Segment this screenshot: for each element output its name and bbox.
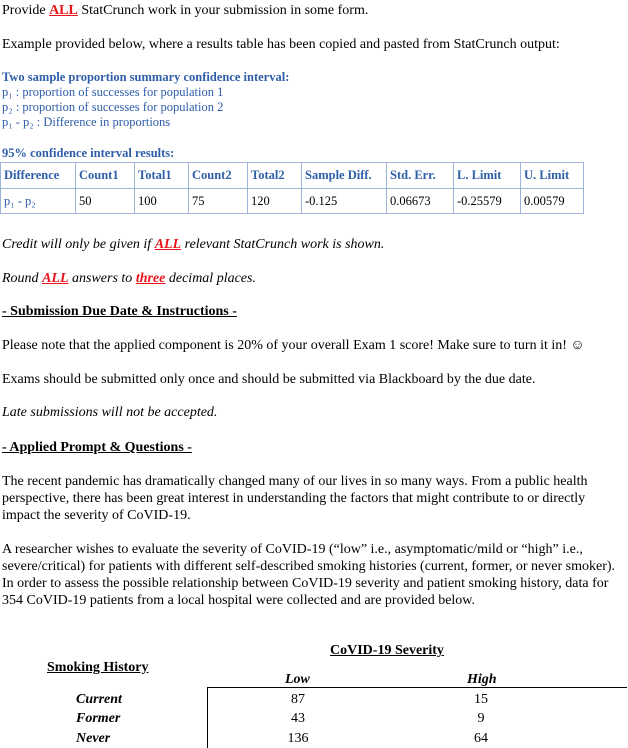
results-title: 95% confidence interval results: — [2, 146, 175, 160]
statcrunch-def2: p₂ : proportion of successes for population 2 — [2, 100, 224, 114]
table-cell: 0.06673 — [387, 189, 454, 214]
table-header: Total2 — [248, 163, 302, 189]
cell-former-high: 9 — [477, 711, 485, 726]
cell-never-high: 64 — [474, 731, 488, 746]
table-cell: 50 — [76, 189, 135, 214]
intro-text: Provide — [2, 3, 50, 18]
statcrunch-results-table — [0, 162, 584, 214]
prompt-paragraph-2: A researcher wishes to evaluate the severity of CoVID-19 (“low” i.e., asymptomatic/mild or “high” i.e., severe/critical) for patients with different self-described smoking histories (current, former, or never smoker). In order to assess the possible relationship between CoVID-19 severity and patient smoking history, data for 354 CoVID-19 patients from a local hospital were collected and are provided below. — [2, 542, 616, 608]
table-cell: -0.25579 — [454, 189, 521, 214]
table-header: Count1 — [76, 163, 135, 189]
table-cell: 100 — [135, 189, 189, 214]
row-label-never: Never — [76, 731, 111, 746]
all-emphasis: ALL — [49, 3, 78, 18]
table-header: U. Limit — [521, 163, 584, 189]
table-row — [1, 189, 584, 214]
table-cell: p₁ - p₂ — [1, 189, 76, 214]
all-emphasis: ALL — [42, 271, 69, 286]
intro-text-rest: StatCrunch work in your submission in some form. — [77, 3, 369, 18]
submission-once: Exams should be submitted only once and should be submitted via Blackboard by the due date. — [2, 372, 536, 387]
table-header: Sample Diff. — [302, 163, 387, 189]
example-text: Example provided below, where a results table has been copied and pasted from StatCrunch output: — [2, 37, 560, 52]
intro-line — [2, 2, 368, 19]
cell-current-low: 87 — [291, 692, 305, 707]
statcrunch-def1: p₁ : proportion of successes for population 1 — [2, 85, 224, 99]
all-emphasis: ALL — [154, 237, 182, 252]
col-high-label: High — [467, 672, 497, 687]
table-cell: -0.125 — [302, 189, 387, 214]
table-cell: 0.00579 — [521, 189, 584, 214]
round-line — [2, 270, 256, 287]
table-header-row — [1, 163, 584, 189]
round-text: Round — [2, 271, 43, 286]
statcrunch-title: Two sample proportion summary confidence interval: — [2, 70, 290, 84]
round-text-rest: decimal places. — [165, 271, 256, 286]
table-cell: 75 — [189, 189, 248, 214]
cell-former-low: 43 — [291, 711, 305, 726]
statcrunch-def3: p₁ - p₂ : Difference in proportions — [2, 115, 171, 129]
prompt-heading: - Applied Prompt & Questions - — [2, 440, 192, 455]
col-low-label: Low — [285, 672, 310, 687]
row-label-current: Current — [76, 692, 122, 707]
row-label-former: Former — [76, 711, 121, 726]
three-emphasis: three — [135, 271, 166, 286]
cell-current-high: 15 — [474, 692, 488, 707]
table-header: Count2 — [189, 163, 248, 189]
smoking-history-heading: Smoking History — [47, 660, 149, 675]
submission-heading: - Submission Due Date & Instructions - — [2, 304, 237, 319]
late-note: Late submissions will not be accepted. — [2, 405, 218, 420]
contingency-table-border — [207, 687, 627, 748]
credit-line — [2, 236, 384, 253]
table-header: Difference — [1, 163, 76, 189]
table-header: L. Limit — [454, 163, 521, 189]
table-header: Total1 — [135, 163, 189, 189]
credit-text-rest: relevant StatCrunch work is shown. — [181, 237, 385, 252]
prompt-paragraph-1: The recent pandemic has dramatically changed many of our lives in so many ways. From a public health perspective, there has been great interest in understanding the factors that might contribute to or directly impact the severity of CoVID-19. — [2, 474, 588, 523]
severity-heading: CoVID-19 Severity — [330, 643, 444, 658]
credit-text: Credit will only be given if — [2, 237, 155, 252]
table-header: Std. Err. — [387, 163, 454, 189]
cell-never-low: 136 — [287, 731, 309, 746]
round-text-mid: answers to — [68, 271, 136, 286]
table-cell: 120 — [248, 189, 302, 214]
submission-note: Please note that the applied component is 20% of your overall Exam 1 score! Make sure to turn it in! ☺ — [2, 338, 585, 353]
